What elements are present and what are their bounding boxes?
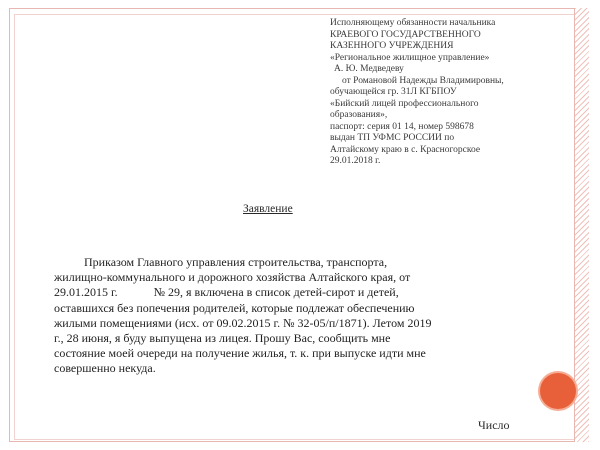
header-line: от Романовой Надежды Владимировны, bbox=[342, 75, 504, 86]
header-line: Исполняющему обязанности начальника bbox=[330, 18, 496, 28]
header-line: паспорт: серия 01 14, номер 598678 bbox=[330, 121, 474, 132]
header-line: А. Ю. Медведеву bbox=[334, 64, 404, 74]
addressee-header bbox=[330, 18, 570, 168]
body-line: Приказом Главного управления строительства, транспорта, bbox=[84, 255, 388, 269]
date-signature-label: Число bbox=[478, 418, 510, 432]
header-line: КРАЕВОГО ГОСУДАРСТВЕННОГО bbox=[330, 29, 481, 40]
header-line: «Бийский лицей профессионального bbox=[330, 98, 479, 109]
header-line: обучающейся гр. 31Л КГБПОУ bbox=[330, 87, 457, 97]
header-line: Алтайскому краю в с. Красногорское bbox=[330, 144, 481, 155]
header-line: «Региональное жилищное управление» bbox=[330, 52, 490, 63]
body-line: оставшихся без попечения родителей, которые подлежат обеспечению bbox=[54, 300, 415, 315]
body-line: совершенно некуда. bbox=[54, 361, 156, 376]
body-line: г., 28 июня, я буду выпущена из лицея. Прошу Вас, сообщить мне bbox=[54, 331, 391, 346]
body-line: состояние моей очереди на получение жилья, т. к. при выпуске идти мне bbox=[54, 346, 426, 361]
document-body bbox=[54, 255, 514, 377]
document-title: Заявление bbox=[243, 203, 293, 215]
header-line: выдан ТП УФМС РОССИИ по bbox=[330, 133, 455, 143]
body-line: жилыми помещениями (исх. от 09.02.2015 г. № 32-05/п/1871). Летом 2019 bbox=[54, 315, 432, 330]
decorative-circle bbox=[540, 373, 576, 409]
body-line: 29.01.2015 г. № 29, я включена в список детей-сирот и детей, bbox=[54, 285, 399, 300]
decorative-stripe bbox=[574, 8, 589, 442]
header-line: образования», bbox=[330, 110, 388, 120]
header-line: КАЗЕННОГО УЧРЕЖДЕНИЯ bbox=[330, 41, 454, 51]
body-line: жилищно-коммунального и дорожного хозяйства Алтайского края, от bbox=[54, 270, 411, 285]
header-line: 29.01.2018 г. bbox=[330, 156, 381, 166]
